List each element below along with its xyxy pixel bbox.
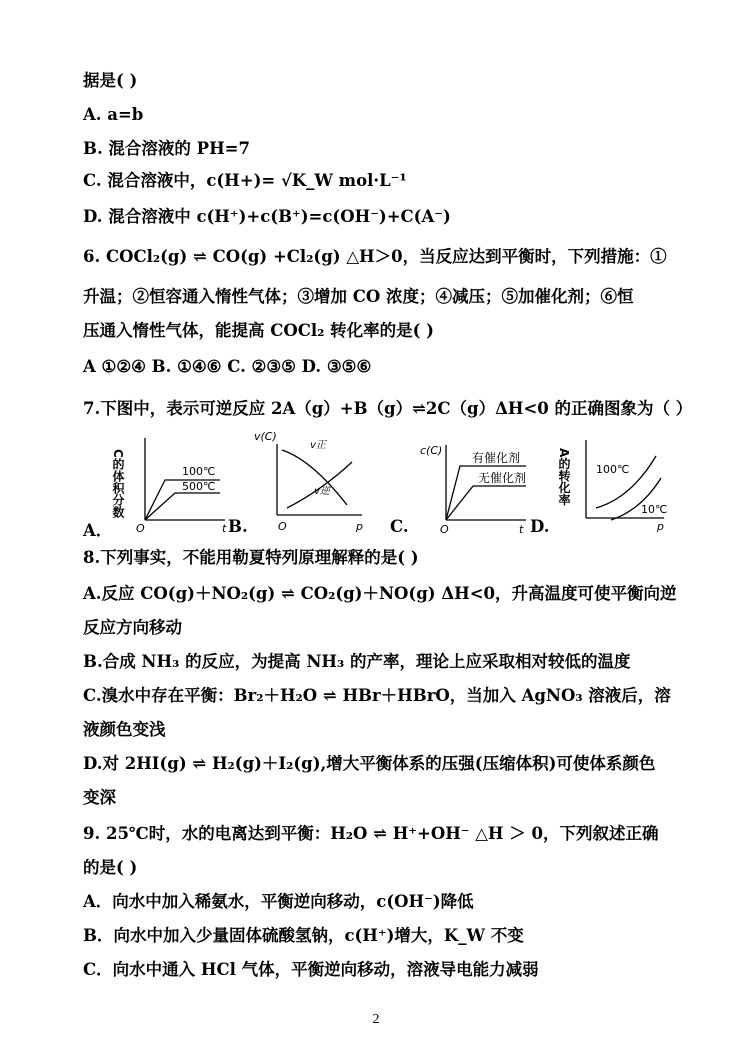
figure-c-xlabel: t (519, 523, 524, 535)
figure-d-curve-100: 100℃ (596, 463, 630, 476)
figure-b-graph (252, 430, 372, 535)
question-9-line-2: 的是( ) (83, 858, 138, 877)
page-number: 2 (372, 1012, 380, 1027)
option-5b: B. 混合溶液的 PH=7 (83, 139, 250, 158)
figure-b-curve-reverse: v逆 (314, 486, 330, 497)
option-9b: B．向水中加入少量固体硫酸氢钠，c(H⁺)增大，K_W 不变 (83, 926, 524, 945)
figure-a-option: A． (83, 521, 113, 540)
figure-d-option: D. (530, 517, 550, 536)
option-8c-line-1: C.溴水中存在平衡：Br₂＋H₂O ⇌ HBr＋HBrO，当加入 AgNO₃ 溶液后，溶 (83, 686, 671, 705)
option-8d-line-2: 变深 (83, 788, 116, 807)
option-8d-line-1: D.对 2HI(g) ⇌ H₂(g)＋I₂(g),增大平衡体系的压强(压缩体积)可使体系颜色 (83, 754, 656, 773)
figure-a-curve-100: 100℃ (182, 465, 216, 478)
figure-a-curve-500: 500℃ (182, 480, 216, 493)
figure-a-ylabel: C的体积分数 (111, 449, 125, 518)
question-7-stem: 7.下图中，表示可逆反应 2A（g）+B（g）⇌2C（g）ΔH<0 的正确图象为（ ） (83, 399, 693, 418)
figure-c-curve-no-catalyst: 无催化剂 (478, 471, 527, 485)
option-9a: A．向水中加入稀氨水，平衡逆向移动，c(OH⁻)降低 (83, 892, 474, 911)
question-6-line-3: 压通入惰性气体，能提高 COCl₂ 转化率的是( ) (83, 321, 434, 340)
question-6-options: A ①②④ B. ①④⑥ C. ②③⑤ D. ③⑤⑥ (83, 357, 372, 376)
option-8c-line-2: 液颜色变浅 (83, 720, 166, 739)
option-5c: C. 混合溶液中，c(H+)= √K_W mol·L⁻¹ (83, 171, 407, 190)
figure-c-origin: O (440, 523, 449, 535)
figure-a-origin: O (136, 522, 145, 535)
figure-d-ylabel: A的转化率 (557, 448, 571, 506)
question-6-line-2: 升温；②恒容通入惰性气体；③增加 CO 浓度；④减压；⑤加催化剂；⑥恒 (83, 287, 634, 306)
figure-b-ylabel: v(C) (254, 430, 277, 443)
figure-a-xlabel: t (222, 522, 227, 535)
option-5d: D. 混合溶液中 c(H⁺)+c(B⁺)=c(OH⁻)+C(A⁻) (83, 207, 451, 226)
figure-d-graph (556, 438, 671, 533)
figure-c-graph (418, 440, 533, 535)
question-8-stem: 8.下列事实，不能用勒夏特列原理解释的是( ) (83, 548, 419, 567)
figure-c-curve-catalyst: 有催化剂 (472, 451, 521, 465)
option-5a: A. a=b (83, 105, 144, 124)
question-9-line-1: 9. 25℃时，水的电离达到平衡：H₂O ⇌ H⁺+OH⁻ △H ＞ 0，下列叙述正确 (83, 824, 659, 843)
figure-b-xlabel: p (356, 520, 363, 533)
figure-b-option: B. (228, 517, 248, 536)
question-6-line-1: 6. COCl₂(g) ⇌ CO(g) +Cl₂(g) △H＞0，当反应达到平衡时，下列措施：① (83, 247, 667, 266)
text-line-1: 据是( ) (83, 71, 138, 90)
option-8a-line-1: A.反应 CO(g)＋NO₂(g) ⇌ CO₂(g)＋NO(g) ΔH<0，升高温度可使平衡向逆 (83, 584, 677, 603)
option-9c: C．向水中通入 HCl 气体，平衡逆向移动，溶液导电能力减弱 (83, 960, 539, 979)
figure-c-option: C. (390, 517, 409, 536)
figure-c-ylabel: c(C) (420, 444, 443, 457)
option-8b: B.合成 NH₃ 的反应，为提高 NH₃ 的产率，理论上应采取相对较低的温度 (83, 652, 631, 671)
figure-b-origin: O (278, 520, 287, 533)
figure-d-xlabel: p (657, 520, 664, 533)
option-8a-line-2: 反应方向移动 (83, 618, 182, 637)
figure-a-graph (110, 435, 235, 535)
figure-d-curve-10: 10℃ (641, 503, 668, 516)
figure-b-curve-forward: v正 (310, 440, 326, 451)
